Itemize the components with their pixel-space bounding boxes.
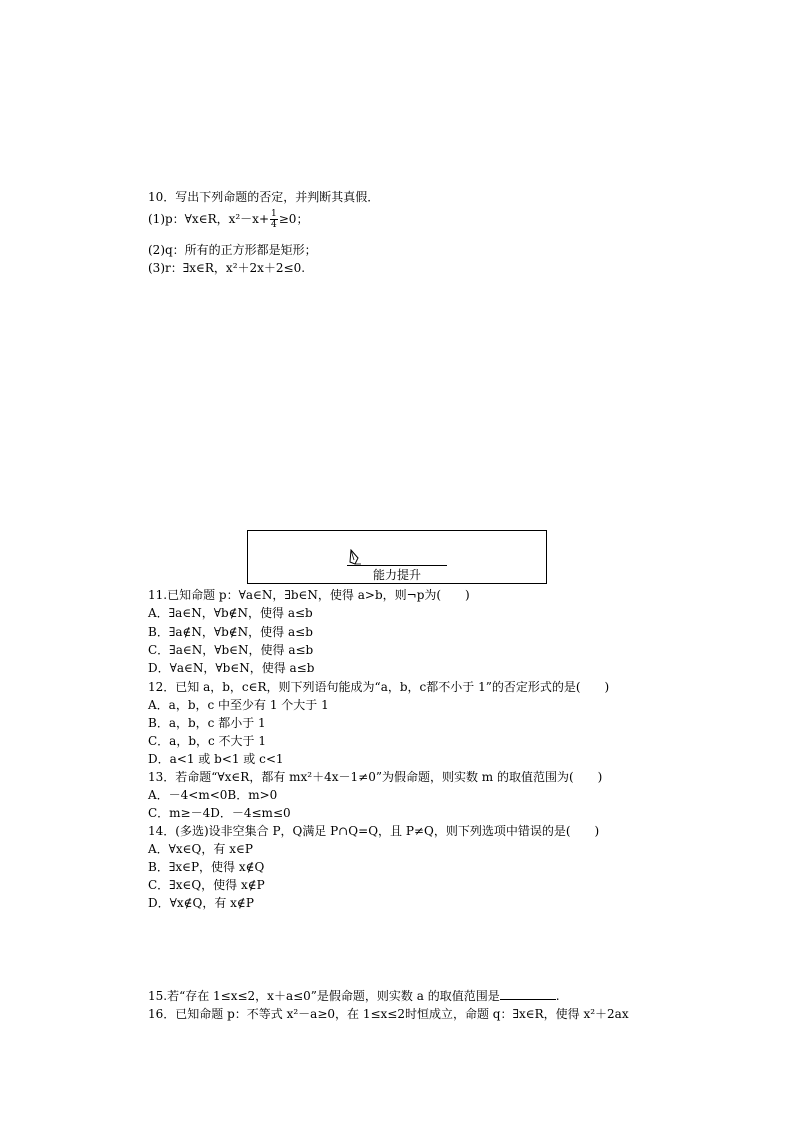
question-11-option-b: B．∃a∉N，∀b∉N，使得 a≤b xyxy=(148,625,313,639)
question-16-stem: 16．已知命题 p：不等式 x²－a≥0，在 1≤x≤2时恒成立，命题 q：∃x∈R，使得 x²＋2ax xyxy=(148,1007,629,1021)
section-banner xyxy=(247,530,547,584)
question-12-stem: 12．已知 a，b，c∈R，则下列语句能成为“a，b，c都不小于 1”的否定形式的是( ) xyxy=(148,680,610,694)
answer-blank xyxy=(500,987,556,1000)
question-13-stem: 13．若命题“∀x∈R，都有 mx²＋4x－1≠0”为假命题，则实数 m 的取值范围为( ) xyxy=(148,770,603,784)
fraction-numerator: 1 xyxy=(271,209,277,219)
fraction-one-quarter xyxy=(270,209,278,230)
question-11-option-a: A．∃a∈N，∀b∉N，使得 a≤b xyxy=(148,606,313,620)
pencil-icon xyxy=(349,549,363,565)
question-12-option-b: B．a，b，c 都小于 1 xyxy=(148,716,266,730)
question-10-part-3: (3)r：∃x∈R，x²＋2x＋2≤0. xyxy=(148,261,306,275)
question-11-option-c: C．∃a∈N，∀b∈N，使得 a≤b xyxy=(148,643,314,657)
question-15-end: . xyxy=(555,989,560,1003)
question-12-option-d: D．a<1 或 b<1 或 c<1 xyxy=(148,752,284,766)
question-14-option-a: A．∀x∈Q，有 x∈P xyxy=(148,842,253,856)
part-1-prefix: (1)p：∀x∈R，x²－x+ xyxy=(148,212,270,226)
question-13-options-cd: C．m≥－4D．－4≤m≤0 xyxy=(148,806,291,820)
question-14-option-d: D．∀x∉Q，有 x∉P xyxy=(148,896,254,910)
question-10-part-1 xyxy=(148,209,308,230)
banner-title: 能力提升 xyxy=(372,568,421,582)
question-13-options-ab: A．－4<m<0B．m>0 xyxy=(148,788,278,802)
question-15-stem: 15.若“存在 1≤x≤2，x＋a≤0”是假命题，则实数 a 的取值范围是 xyxy=(148,989,500,1003)
question-11-option-d: D．∀a∈N，∀b∈N，使得 a≤b xyxy=(148,661,315,675)
part-1-suffix: ≥0； xyxy=(278,212,309,226)
question-14-option-b: B．∃x∈P，使得 x∉Q xyxy=(148,860,265,874)
question-14-option-c: C．∃x∈Q，使得 x∉P xyxy=(148,878,265,892)
question-15 xyxy=(148,987,560,1004)
question-12-option-a: A．a，b，c 中至少有 1 个大于 1 xyxy=(148,698,329,712)
question-10-part-2: (2)q：所有的正方形都是矩形； xyxy=(148,243,317,257)
banner-rule xyxy=(347,565,447,566)
question-14-stem: 14．(多选)设非空集合 P，Q满足 P∩Q=Q，且 P≠Q，则下列选项中错误的是( ) xyxy=(148,824,600,838)
fraction-denominator: 4 xyxy=(271,220,277,230)
question-12-option-c: C．a，b，c 不大于 1 xyxy=(148,734,267,748)
question-10-stem: 10．写出下列命题的否定，并判断其真假． xyxy=(148,190,380,204)
question-11-stem: 11.已知命题 p：∀a∈N，∃b∈N，使得 a>b，则¬p为( ) xyxy=(148,588,470,602)
